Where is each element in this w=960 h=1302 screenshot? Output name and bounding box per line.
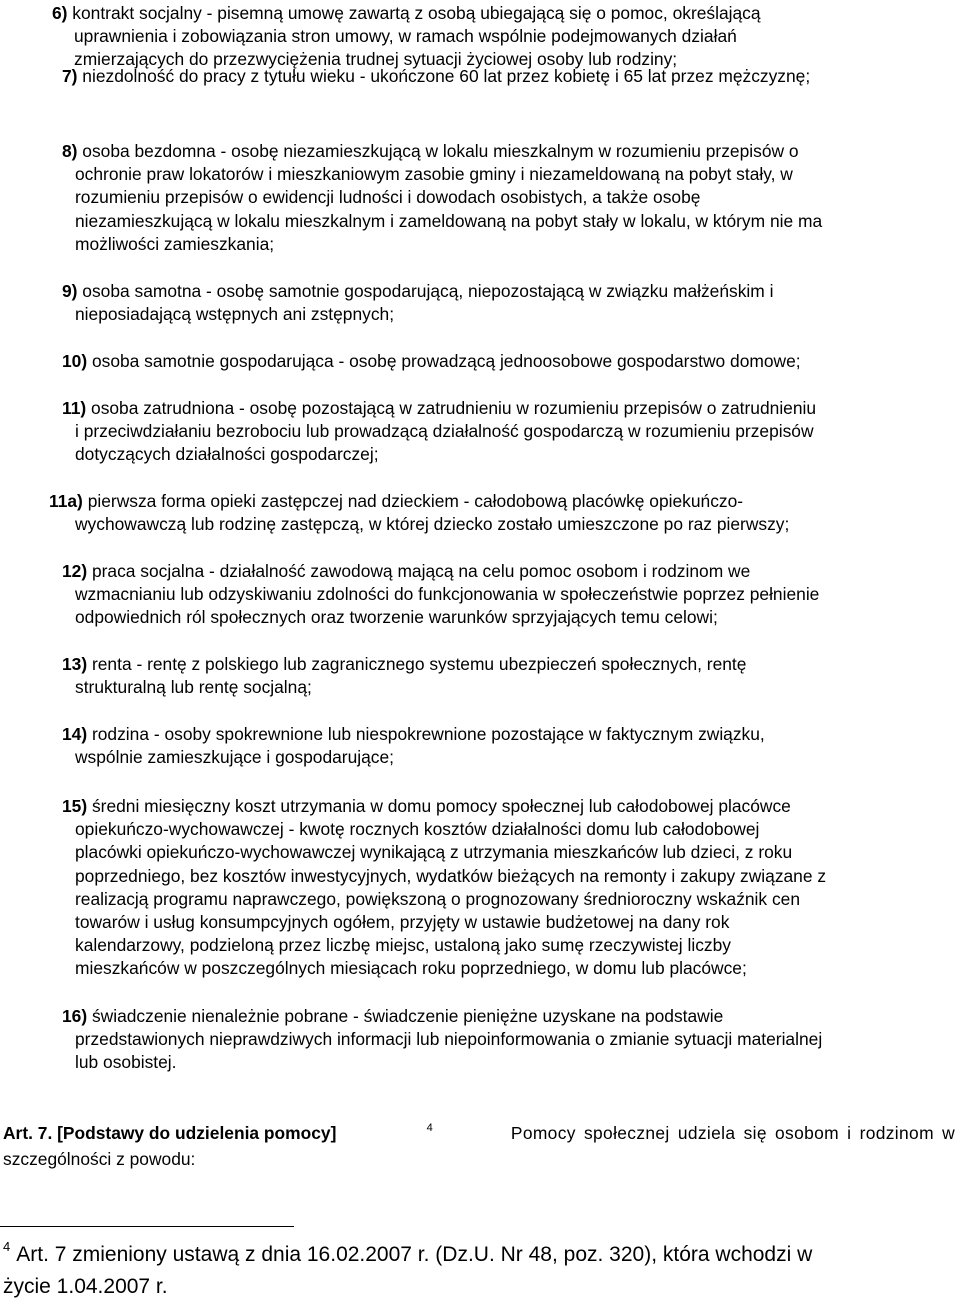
item-text-line: osoba samotnie gospodarująca - osobę prowadzącą jednoosobowe gospodarstwo domowe; bbox=[87, 351, 801, 371]
definition-item-6 bbox=[52, 2, 952, 72]
item-text-line: zmierzających do przezwyciężenia trudnej sytuacji życiowej osoby lub rodziny; bbox=[74, 49, 678, 70]
item-number: 9) bbox=[62, 281, 78, 301]
item-text-line: odpowiednich ról społecznych oraz tworzenie warunków sprzyjających temu celowi; bbox=[75, 607, 718, 628]
item-text-line: średni miesięczny koszt utrzymania w domu pomocy społecznej lub całodobowej placówce bbox=[87, 796, 791, 816]
item-text-line: kalendarzowy, podzieloną przez liczbę miejsc, ustaloną jako sumę rzeczywistej liczby bbox=[75, 935, 731, 956]
item-text-line: kontrakt socjalny - pisemną umowę zawartą z osobą ubiegającą się o pomoc, określającą bbox=[67, 3, 761, 23]
item-text-line: osoba samotna - osobę samotnie gospodarującą, niepozostającą w związku małżeńskim i bbox=[77, 281, 774, 301]
item-number: 8) bbox=[62, 141, 78, 161]
item-number: 10) bbox=[62, 351, 88, 371]
item-number: 7) bbox=[62, 66, 78, 86]
item-number: 14) bbox=[62, 724, 88, 744]
item-text-line: pierwsza forma opieki zastępczej nad dzieckiem - całodobową placówkę opiekuńczo- bbox=[82, 491, 744, 511]
definition-item-11a bbox=[49, 490, 959, 536]
item-number: 15) bbox=[62, 796, 88, 816]
item-text-line: niezdolność do pracy z tytułu wieku - ukończone 60 lat przez kobietę i 65 lat przez mężczyznę; bbox=[77, 66, 811, 86]
definition-item-11 bbox=[62, 397, 960, 467]
definition-item-16 bbox=[62, 1005, 960, 1075]
item-text-line: dotyczących działalności gospodarczej; bbox=[75, 444, 379, 465]
item-text-line: opiekuńczo-wychowawczej - kwotę rocznych kosztów działalności domu lub całodobowej bbox=[75, 819, 760, 840]
item-number: 11a) bbox=[49, 491, 83, 511]
item-text-line: nieposiadającą wstępnych ani zstępnych; bbox=[75, 304, 395, 325]
definition-item-13 bbox=[62, 653, 960, 699]
item-text-line: mieszkańców w poszczególnych miesiącach roku poprzedniego, w domu lub placówce; bbox=[75, 958, 747, 979]
article-heading: Art. 7. [Podstawy do udzielenia pomocy] bbox=[3, 1123, 337, 1143]
footnote-reference: 4 bbox=[426, 1122, 433, 1134]
item-text-line: niezamieszkującą w lokalu mieszkalnym i zameldowaną na pobyt stały w lokalu, w którym nie ma bbox=[75, 210, 823, 231]
item-text-line: lub osobistej. bbox=[75, 1052, 177, 1073]
article-text-line: Pomocy społecznej udziela się osobom i rodzinom w bbox=[510, 1123, 955, 1143]
footnote-text-line: Art. 7 zmieniony ustawą z dnia 16.02.2007 r. (Dz.U. Nr 48, poz. 320), która wchodzi w bbox=[16, 1243, 813, 1266]
item-text-line: wzmacnianiu lub odzyskiwaniu zdolności do funkcjonowania w społeczeństwie poprzez pełnienie bbox=[75, 584, 820, 605]
item-text-line: strukturalną lub rentę socjalną; bbox=[75, 677, 312, 698]
item-text-line: przedstawionych nieprawdziwych informacji lub niepoinformowania o zmianie sytuacji materialnej bbox=[75, 1029, 823, 1050]
item-text-line: osoba zatrudniona - osobę pozostającą w zatrudnieniu w rozumieniu przepisów o zatrudnieniu bbox=[86, 398, 817, 418]
item-text-line: i przeciwdziałaniu bezrobociu lub prowadzącą działalność gospodarczą w rozumieniu przepisów bbox=[75, 421, 814, 442]
item-number: 16) bbox=[62, 1006, 88, 1026]
article-7 bbox=[3, 1122, 960, 1171]
item-text-line: uprawnienia i zobowiązania stron umowy, w ramach wspólnie podejmowanych działań bbox=[74, 26, 737, 47]
footnote-marker: 4 bbox=[3, 1239, 11, 1254]
definition-item-7 bbox=[62, 65, 960, 88]
item-text-line: rozumieniu przepisów o ewidencji ludności i dowodach osobistych, a także osobę bbox=[75, 187, 701, 208]
footnote-separator bbox=[0, 1226, 294, 1227]
item-text-line: placówki opiekuńczo-wychowawczej wynikającą z utrzymania mieszkańców lub dzieci, z roku bbox=[75, 842, 793, 863]
article-text-line: szczególności z powodu: bbox=[3, 1149, 196, 1170]
item-text-line: towarów i usług konsumpcyjnych ogółem, przyjęty w ustawie budżetowej na dany rok bbox=[75, 912, 730, 933]
item-text-line: renta - rentę z polskiego lub zagranicznego systemu ubezpieczeń społecznych, rentę bbox=[87, 654, 747, 674]
footnote-text-line: życie 1.04.2007 r. bbox=[3, 1275, 168, 1298]
item-number: 6) bbox=[52, 3, 68, 23]
item-text-line: świadczenie nienależnie pobrane - świadczenie pieniężne uzyskane na podstawie bbox=[87, 1006, 724, 1026]
item-text-line: praca socjalna - działalność zawodową mającą na celu pomoc osobom i rodzinom we bbox=[87, 561, 751, 581]
item-text-line: wychowawczą lub rodzinę zastępczą, w której dziecko zostało umieszczone po raz pierwszy; bbox=[75, 514, 790, 535]
definition-item-14 bbox=[62, 723, 960, 769]
definition-item-9 bbox=[62, 280, 960, 326]
item-text-line: wspólnie zamieszkujące i gospodarujące; bbox=[75, 747, 395, 768]
item-text-line: ochronie praw lokatorów i mieszkaniowym zasobie gminy i niezameldowaną na pobyt stały, w bbox=[75, 164, 793, 185]
definition-item-10 bbox=[62, 350, 960, 373]
item-text-line: możliwości zamieszkania; bbox=[75, 233, 275, 254]
footnote bbox=[3, 1240, 960, 1302]
item-number: 11) bbox=[62, 398, 87, 418]
item-text-line: osoba bezdomna - osobę niezamieszkującą w lokalu mieszkalnym w rozumieniu przepisów o bbox=[77, 141, 799, 161]
item-text-line: poprzedniego, bez kosztów inwestycyjnych, wydatków bieżących na remonty i zakupy związane z bbox=[75, 865, 827, 886]
item-text-line: rodzina - osoby spokrewnione lub niespokrewnione pozostające w faktycznym związku, bbox=[87, 724, 765, 744]
definition-item-12 bbox=[62, 560, 960, 630]
definition-item-15 bbox=[62, 795, 960, 981]
item-number: 12) bbox=[62, 561, 88, 581]
item-text-line: realizacją programu naprawczego, powiększoną o prognozowany średnioroczny wskaźnik cen bbox=[75, 888, 800, 909]
definition-item-8 bbox=[62, 140, 960, 256]
item-number: 13) bbox=[62, 654, 88, 674]
